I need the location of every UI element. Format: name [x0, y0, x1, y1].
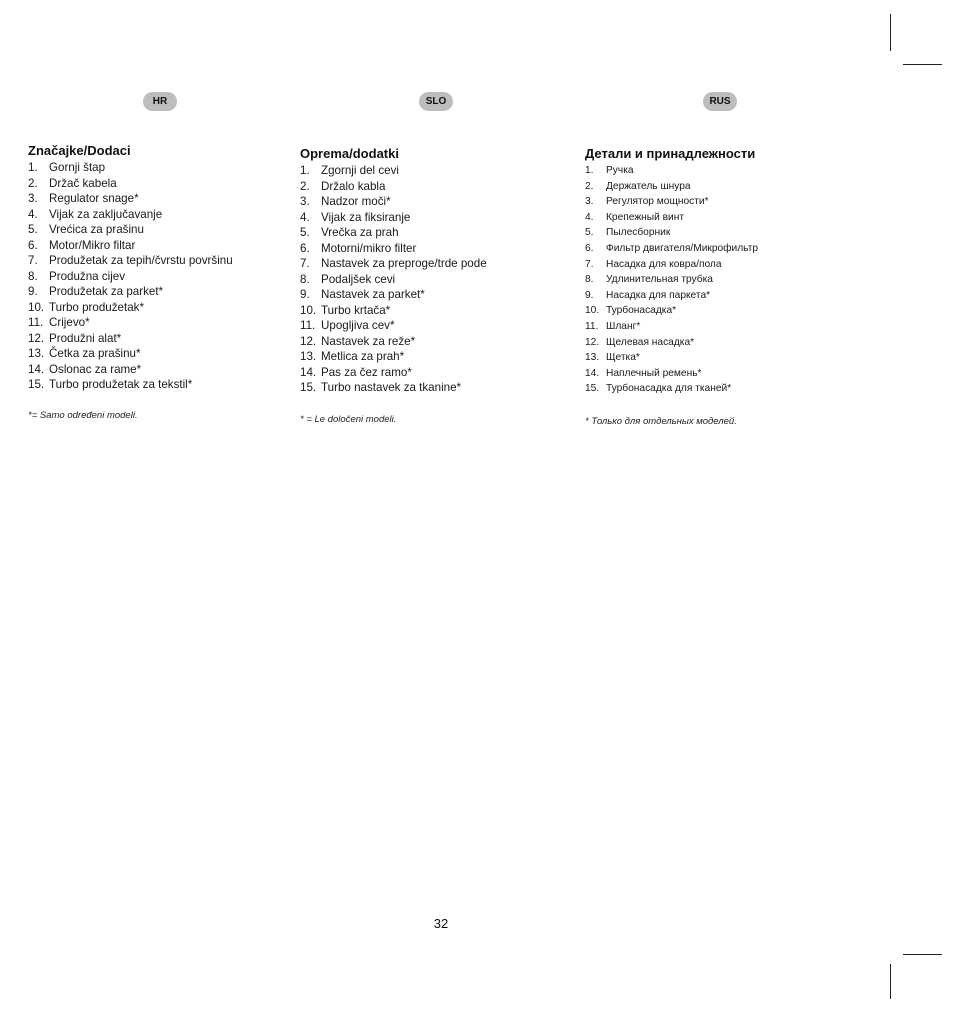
list-item: [300, 194, 570, 210]
list-item: [28, 377, 298, 393]
item-number: 2.: [585, 180, 594, 192]
language-badge-rus: RUS: [703, 92, 737, 111]
item-label: Vijak za fiksiranje: [321, 210, 411, 224]
list-item: [28, 300, 298, 316]
item-label: Удлинительная трубка: [606, 274, 713, 286]
list-item: [585, 366, 855, 382]
item-label: Крепежный винт: [606, 211, 685, 223]
parts-list: [300, 163, 570, 396]
list-item: [300, 256, 570, 272]
crop-mark-bottom-horizontal: [903, 954, 942, 955]
crop-mark-top-horizontal: [903, 64, 942, 65]
list-item: [585, 335, 855, 351]
item-number: 13.: [585, 352, 600, 364]
parts-list: [28, 160, 298, 393]
item-label: Držač kabela: [49, 176, 117, 190]
list-item: [300, 365, 570, 381]
item-label: Regulator snage*: [49, 192, 139, 205]
item-number: 6.: [585, 242, 594, 254]
item-number: 15.: [585, 383, 600, 395]
list-item: [300, 179, 570, 195]
item-number: 11.: [585, 320, 599, 332]
section-heading: Детали и принадлежности: [585, 146, 756, 161]
list-item: [300, 163, 570, 179]
list-item: [28, 176, 298, 192]
list-item: [28, 284, 298, 300]
item-number: 12.: [300, 334, 317, 348]
item-number: 15.: [28, 378, 45, 391]
footnote: *= Samo određeni modeli.: [28, 409, 138, 421]
list-item: [585, 210, 855, 226]
item-label: Motorni/mikro filter: [321, 241, 417, 255]
item-number: 1.: [585, 165, 594, 176]
item-label: Шланг*: [606, 320, 641, 332]
item-label: Насадка для ковра/пола: [606, 258, 722, 270]
list-item: [300, 380, 570, 396]
section-heading: Značajke/Dodaci: [28, 143, 131, 158]
section-rus: [585, 146, 855, 428]
item-number: 10.: [585, 305, 600, 317]
crop-mark-top-vertical: [890, 14, 891, 51]
item-label: Пылесборник: [606, 227, 671, 239]
item-number: 13.: [300, 350, 317, 363]
list-item: [300, 287, 570, 303]
item-label: Vijak za zaključavanje: [49, 207, 163, 221]
item-number: 15.: [300, 381, 317, 394]
item-label: Турбонасадка для тканей*: [606, 383, 732, 395]
list-item: [585, 350, 855, 366]
item-label: Četka za prašinu*: [49, 347, 141, 360]
list-item: [585, 241, 855, 257]
item-label: Ручка: [606, 165, 634, 176]
item-label: Crijevo*: [49, 316, 90, 329]
item-number: 2.: [28, 176, 38, 190]
section-heading: Oprema/dodatki: [300, 146, 399, 161]
item-label: Насадка для паркета*: [606, 289, 711, 301]
item-label: Nastavek za parket*: [321, 288, 425, 301]
list-item: [28, 238, 298, 254]
list-item: [28, 269, 298, 285]
item-number: 6.: [300, 241, 310, 255]
parts-list: [585, 163, 855, 397]
item-number: 1.: [300, 164, 310, 177]
item-number: 14.: [585, 367, 600, 379]
page-number: 32: [433, 916, 449, 931]
section-slo: [300, 146, 570, 426]
list-item: [28, 191, 298, 207]
crop-mark-bottom-vertical: [890, 964, 891, 999]
list-item: [300, 210, 570, 226]
item-number: 5.: [28, 223, 38, 236]
item-number: 1.: [28, 161, 38, 174]
item-label: Turbo produžetak*: [49, 300, 144, 314]
list-item: [585, 303, 855, 319]
list-item: [28, 222, 298, 238]
item-number: 8.: [300, 272, 310, 286]
language-badge-hr: HR: [143, 92, 177, 111]
item-label: Turbo krtača*: [321, 303, 391, 317]
item-number: 8.: [28, 269, 38, 283]
item-label: Produžetak za parket*: [49, 285, 164, 298]
item-number: 3.: [28, 192, 38, 205]
list-item: [28, 331, 298, 347]
item-number: 3.: [300, 195, 310, 208]
list-item: [300, 303, 570, 319]
item-number: 9.: [585, 289, 594, 301]
item-number: 4.: [300, 210, 310, 224]
item-number: 13.: [28, 347, 45, 360]
item-label: Produžetak za tepih/čvrstu površinu: [49, 254, 233, 267]
list-item: [585, 288, 855, 304]
list-item: [28, 160, 298, 176]
list-item: [585, 194, 855, 210]
item-label: Держатель шнура: [606, 180, 691, 192]
list-item: [585, 179, 855, 195]
item-number: 9.: [300, 288, 310, 301]
item-number: 7.: [300, 257, 310, 270]
item-label: Gornji štap: [49, 161, 106, 174]
item-label: Nastavek za preproge/trde pode: [321, 257, 487, 270]
item-label: Vrečka za prah: [321, 226, 399, 239]
item-label: Turbo produžetak za tekstil*: [49, 378, 193, 391]
list-item: [300, 349, 570, 365]
section-hr: [28, 143, 298, 422]
language-badge-slo: SLO: [419, 92, 453, 111]
item-number: 11.: [28, 316, 44, 329]
item-label: Upogljiva cev*: [321, 319, 395, 332]
item-number: 12.: [28, 331, 45, 345]
list-item: [585, 163, 855, 179]
item-label: Držalo kabla: [321, 179, 386, 193]
item-label: Metlica za prah*: [321, 350, 405, 363]
item-label: Produžna cijev: [49, 269, 126, 283]
item-label: Vrećica za prašinu: [49, 223, 144, 236]
item-label: Турбонасадка*: [606, 305, 677, 317]
list-item: [28, 315, 298, 331]
footnote: * = Le določeni modeli.: [300, 413, 397, 425]
item-number: 2.: [300, 179, 310, 193]
item-label: Zgornji del cevi: [321, 164, 399, 177]
item-label: Pas za čez ramo*: [321, 365, 412, 379]
list-item: [28, 362, 298, 378]
item-number: 11.: [300, 319, 316, 332]
item-label: Наплечный ремень*: [606, 367, 702, 379]
list-item: [28, 253, 298, 269]
footnote: * Только для отдельных моделей.: [585, 415, 737, 427]
list-item: [585, 257, 855, 273]
item-number: 7.: [585, 258, 594, 270]
item-number: 8.: [585, 274, 594, 286]
item-label: Podaljšek cevi: [321, 272, 396, 286]
item-number: 7.: [28, 254, 38, 267]
item-number: 9.: [28, 285, 38, 298]
item-number: 4.: [585, 211, 594, 223]
list-item: [300, 225, 570, 241]
item-number: 14.: [300, 365, 317, 379]
item-number: 4.: [28, 207, 38, 221]
item-number: 10.: [28, 300, 45, 314]
item-label: Регулятор мощности*: [606, 196, 709, 208]
item-number: 5.: [300, 226, 310, 239]
item-label: Nastavek za reže*: [321, 334, 416, 348]
item-label: Щетка*: [606, 352, 640, 364]
item-number: 5.: [585, 227, 594, 239]
list-item: [585, 272, 855, 288]
item-label: Фильтр двигателя/Микрофильтр: [606, 242, 759, 254]
list-item: [585, 381, 855, 397]
item-number: 10.: [300, 303, 317, 317]
list-item: [28, 346, 298, 362]
item-label: Turbo nastavek za tkanine*: [321, 381, 462, 394]
item-number: 3.: [585, 196, 594, 208]
list-item: [300, 272, 570, 288]
list-item: [300, 318, 570, 334]
list-item: [585, 225, 855, 241]
item-number: 14.: [28, 362, 45, 376]
item-label: Oslonac za rame*: [49, 362, 142, 376]
list-item: [300, 334, 570, 350]
item-label: Produžni alat*: [49, 331, 122, 345]
list-item: [300, 241, 570, 257]
item-label: Motor/Mikro filtar: [49, 238, 136, 252]
list-item: [585, 319, 855, 335]
item-number: 12.: [585, 336, 600, 348]
list-item: [28, 207, 298, 223]
item-label: Щелевая насадка*: [606, 336, 695, 348]
item-number: 6.: [28, 238, 38, 252]
item-label: Nadzor moči*: [321, 195, 391, 208]
